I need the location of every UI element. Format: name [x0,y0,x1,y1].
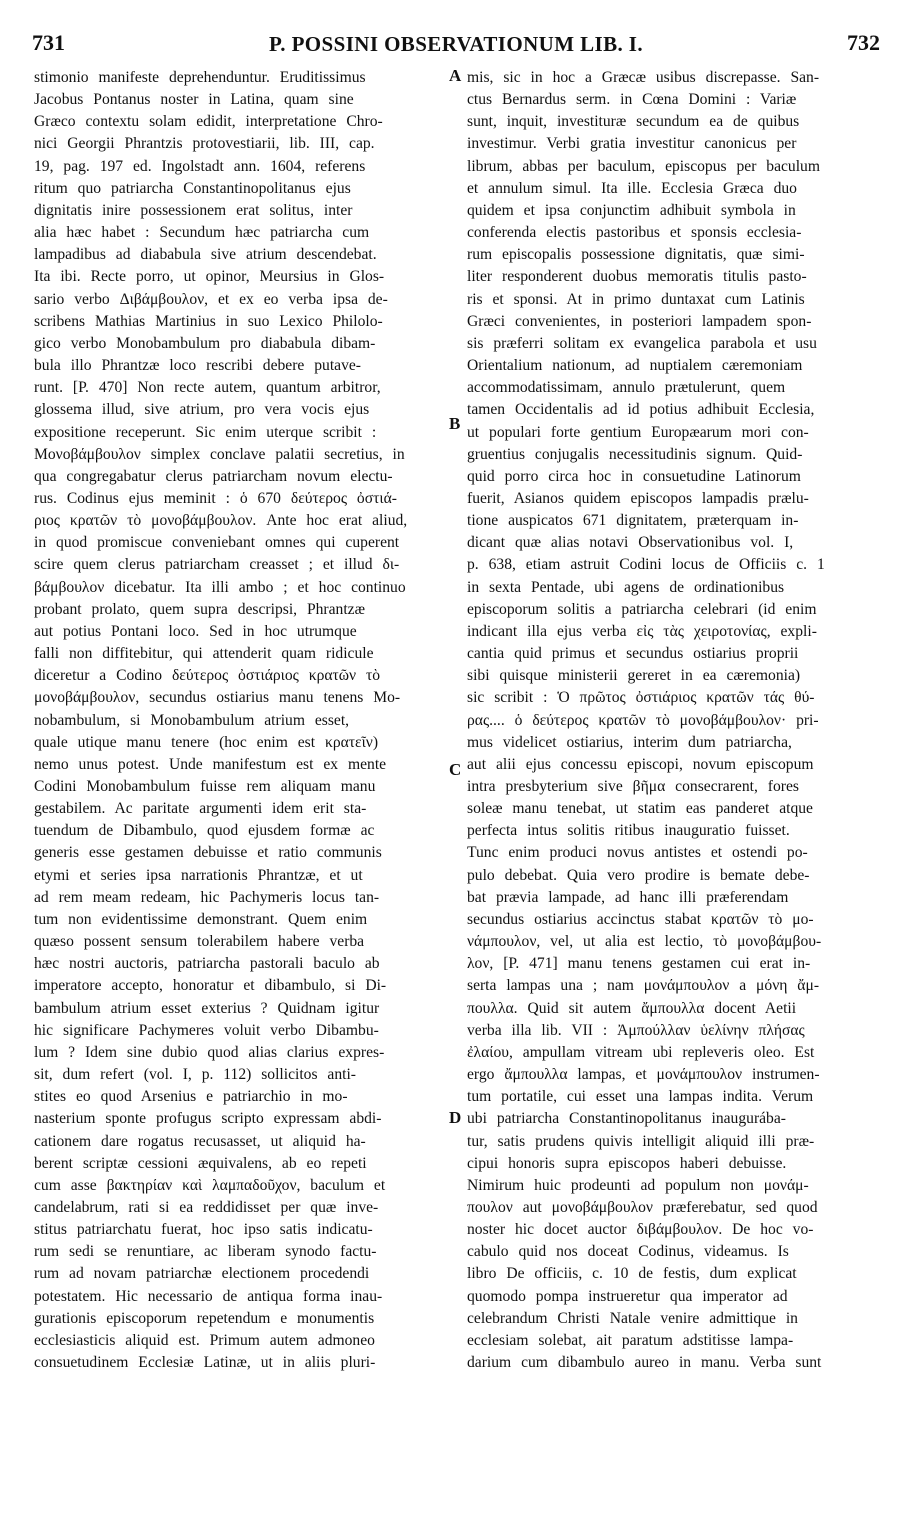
text-line: liter responderent duobus memoratis titulis pasto- [467,268,807,286]
text-line: noster hic docet auctor διβάμβουλον. De hoc vo- [467,1221,814,1239]
text-line: expositione receperunt. Sic enim uterque scribit : [34,423,377,441]
text-line: etymi et series ipsa narrationis Phrantzæ, et ut [34,866,363,884]
text-line: tuendum de Dibambulo, quod ejusdem formæ ac [34,822,375,840]
text-line: glossema illud, sive atrium, pro vera vocis ejus [34,401,370,419]
text-line: fuerit, Asianos quidem episcopos lampadis prælu- [467,489,809,507]
text-line: ριος κρατῶν τὸ μονοβάμβουλον. Ante hoc erat aliud, [34,512,408,530]
text-line: Jacobus Pontanus noster in Latina, quam sine [34,91,354,109]
text-line: cationem dare rogatus recusasset, ut aliquid ha- [34,1132,366,1150]
text-line: ubi patriarcha Constantinopolitanus inaugurába- [467,1110,786,1128]
text-line: hic significare Pachymeres voluit verbo Dibambu- [34,1021,379,1039]
text-line: Nimirum huic prodeunti ad populum non μονάμ- [467,1176,809,1194]
text-line: ut populari forte gentium Europæarum mori con- [467,423,809,441]
text-line: falli non diffitebitur, qui attenderit quam ridicule [34,645,374,663]
text-line: alia hæc habet : Secundum hæc patriarcha cum [34,224,370,242]
text-line: candelabrum, rati si ea reddidisset per quæ inve- [34,1198,379,1216]
text-line: rum episcopalis possessione dignitatis, quæ simi- [467,246,805,264]
text-line: ctus Bernardus serm. in Cœna Domini : Variæ [467,91,797,109]
text-line: stimonio manifeste deprehenduntur. Eruditissimus [34,69,366,86]
section-mark-d: D [449,1108,462,1127]
text-line: tamen Occidentalis ad id potius adhibuit Ecclesia, [467,401,815,419]
text-line: mis, sic in hoc a Græcæ usibus discrepasse. San- [467,69,820,86]
text-line: Μονοβάμβουλον simplex conclave palatii secretius, in [34,445,405,463]
text-line: Tunc enim produci novus antistes et ostendi po- [467,844,808,862]
text-line: λον, [P. 471] manu tenens gestamen cui erat in- [467,955,811,973]
text-line: pulo debebat. Quia vero prodire is bemate debe- [467,866,810,884]
text-line: ritum quo patriarcha Constantinopolitanus ejus [34,179,351,197]
text-line: perfecta intus solitis ritibus inauguratio fuisset. [467,822,790,840]
running-title: P. POSSINI OBSERVATIONUM LIB. I. [268,32,644,56]
text-line: berent scriptæ cessioni æquivalens, ab eo repeti [34,1154,367,1172]
text-line: gruentius conjugalis necessitudinis signum. Quid- [467,445,803,463]
text-line: Ita ibi. Recte porro, ut opinor, Meursius in Glos- [34,268,385,286]
text-line: tum portatile, cui esset una lampas indita. Verum [467,1088,814,1106]
text-line: libro De officiis, c. 10 de festis, dum explicat [467,1265,797,1283]
section-mark-a: A [449,66,462,85]
text-line: p. 638, etiam astruit Codini locus de Officiis c. 1 [467,556,825,574]
text-line: cantia quid primus et secundus ostiarius proprii [467,645,799,663]
text-line: nemo unus potest. Unde manifestum est ex mente [34,755,387,773]
text-line: gico verbo Monobambulum pro diababula dibam- [34,334,376,352]
text-line: probant prolato, quem supra descripsi, Phrantzæ [34,600,365,618]
left-column [34,67,448,1374]
text-line: consuetudinem Ecclesiæ Latinæ, ut in aliis pluri- [34,1354,376,1372]
text-line: cipui honoris supra episcopos haberi debuisse. [467,1154,787,1172]
text-line: tione auspicatos 671 dignitatem, præterquam in- [467,512,799,530]
text-line: qua congregabatur clerus patriarcham novum electu- [34,467,393,485]
text-line: runt. [P. 470] Non recte autem, quantum arbitror, [34,379,381,397]
text-line: quidem et ipsa conjunctim adhibuit symbola in [467,201,796,219]
text-line: quæso possent sensum tolerabilem habere verba [34,933,365,951]
text-line: nobambulum, si Monobambulum atrium esset, [34,711,350,729]
text-line: rum sedi se renuntiare, ac liberam synodo factu- [34,1243,377,1261]
section-mark-c: C [449,760,462,779]
text-line: quomodo pompa instrueretur qua imperator ad [467,1287,788,1305]
text-line: πουλον aut μονοβάμβουλον præferebatur, sed quod [467,1198,818,1216]
text-line: Græco contextu solam edidit, interpretatione Chro- [34,113,383,131]
text-line: ris et sponsi. At in primo duntaxat cum Latinis [467,290,805,308]
text-line: dicant quæ alias notavi Observationibus vol. I, [467,534,794,552]
text-line: lampadibus ad diababula sive atrium descendebat. [34,246,377,264]
text-line: tum non evidentissime demonstrant. Quem enim [34,910,368,928]
text-line: conferenda electis pastoribus et sponsis ecclesia- [467,224,802,242]
text-line: generis esse gestamen debuisse et ratio communis [34,844,382,862]
text-line: Orientalium nationum, ad nuptialem cæremoniam [467,357,803,375]
page-number-left: 731 [32,30,65,55]
text-line: accommodatissimam, annulo prætulerunt, quem [467,379,786,397]
right-column [467,67,877,1374]
text-line: stitus patriarchatu fuerat, hoc ipso satis indicatu- [34,1221,373,1239]
text-line: episcoporum solitis a patriarcha celebrari (id enim [467,600,817,618]
text-line: sis præferri solitam ex evangelica parabola et usu [467,334,817,352]
text-line: bat prævia lampade, ad hanc illi præferendam [467,888,789,906]
text-line: aut alii ejus concessu episcopi, novum episcopum [467,755,814,773]
text-line: sibi quisque ministerii gereret in ea cæremonia) [467,667,801,685]
running-header [32,30,880,60]
text-line: sario verbo Διβάμβουλον, et ex eo verba ipsa de- [34,290,388,308]
text-line: soleæ manu tenebat, ut statim eas panderet atque [467,800,813,818]
text-line: scire quem clerus patriarcham creasset ; et illud δι- [34,556,400,574]
text-line: in sexta Pentade, ubi agens de ordinationibus [467,578,785,596]
text-line: stites eo quod Arsenius e patriarchio in mo- [34,1088,348,1106]
text-line: ρας.... ὁ δεύτερος κρατῶν τὸ μονοβάμβουλον· pri- [467,711,819,729]
text-line: in quod promiscue conveniebant omnes qui cuperent [34,534,400,552]
text-line: ad rem meam redeam, hic Pachymeris locus tan- [34,888,380,906]
text-line: πουλλα. Quid sit autem ἄμπουλλα docent Aetii [467,999,797,1017]
text-line: Codini Monobambulum fuisse rem aliquam manu [34,778,376,795]
text-line: gestabilem. Ac paritate argumenti idem erit sta- [34,800,367,818]
text-line: indicant illa ejus verba εἰς τὰς χειροτονίας, expli- [467,622,817,640]
text-line: ecclesiasticis aliquid est. Primum autem admoneo [34,1331,375,1349]
text-line: quale utique manu tenere (hoc enim est κρατεῖν) [34,733,379,751]
text-line: Græci convenientes, in posteriori lampadem spon- [467,312,812,330]
text-line: quid porro circa hoc in consuetudine Latinorum [467,467,801,485]
text-line: ἐλαίου, ampullam vitream ubi repleveris oleo. Est [467,1043,815,1061]
text-line: gurationis episcoporum repetendum e monumentis [34,1309,375,1327]
text-line: rum ad novam patriarchæ electionem procedendi [34,1265,370,1283]
text-line: hæc nostri auctoris, patriarcha pastorali baculo ab [34,955,380,973]
text-line: verba illa lib. VII : Ἀμπούλλαν ὑελίνην πλήσας [467,1021,805,1039]
text-line: librum, abbas per baculum, episcopus per baculum [467,157,820,175]
text-line: lum ? Idem sine dubio quod alias clarius expres- [34,1043,385,1061]
text-line: secundus ostiarius accinctus stabat κρατῶν τὸ μο- [467,910,814,928]
section-mark-b: B [449,414,461,433]
text-line: diceretur a Codino δεύτερος ὀστιάριος κρατῶν τὸ [34,667,381,685]
text-line: ergo ἄμπουλλα lampas, et μονάμπουλον instrumen- [467,1066,820,1084]
page-number-right: 732 [847,30,880,55]
text-line: investimur. Verbi gratia investitur canonicus per [467,135,797,153]
text-line: bambulum atrium esset exterius ? Quidnam igitur [34,999,380,1017]
text-line: scribens Mathias Martinius in suo Lexico Philolo- [34,312,383,330]
text-line: sit, dum refert (vol. I, p. 112) sollicitos anti- [34,1066,356,1084]
text-line: sic scribit : Ὁ πρῶτος ὀστιάριος κρατῶν τάς θύ- [467,689,815,707]
text-line: cum asse βακτηρίαν καὶ λαμπαδοῦχον, baculum et [34,1176,386,1194]
text-line: mus videlicet ostiarius, interim dum patriarcha, [467,733,792,751]
text-line: tur, satis prudens quivis intelligit aliquid illi præ- [467,1132,815,1150]
text-line: nici Georgii Phrantzis protovestiarii, lib. III, cap. [34,135,375,153]
text-line: cabulo quid nos doceat Codinus, videamus. Is [467,1243,789,1261]
text-line: νάμπουλον, vel, ut alia est lectio, τὸ μονοβάμβου- [467,933,822,951]
text-line: serta lampas una ; nam μονάμπουλον a μόνη ἄμ- [467,977,820,995]
text-line: ecclesiam solebat, ait paratum adstitisse lampa- [467,1331,794,1349]
text-line: imperatore accepto, honoratur et dibambulo, si Di- [34,977,387,995]
text-line: dignitatis inire possessionem erat solitus, inter [34,201,353,219]
text-line: sunt, inquit, investituræ secundum ea de quibus [467,113,800,131]
text-line: 19, pag. 197 ed. Ingolstadt ann. 1604, referens [34,157,366,175]
text-line: celebrandum Christi Natale venire admittique in [467,1309,798,1327]
text-line: et annulum simul. Ita ille. Ecclesia Græca duo [467,179,797,197]
text-line: rus. Codinus ejus meminit : ὁ 670 δεύτερος ὀστιά- [34,489,397,507]
text-line: μονοβάμβουλον, secundus ostiarius manu tenens Mo- [34,689,401,707]
text-line: βάμβουλον dicebatur. Ita illi ambo ; et hoc continuo [34,578,406,596]
text-line: potestatem. Hic necessario de antiqua forma inau- [34,1287,383,1305]
text-line: aut potius Pontani loco. Sed in hoc utrumque [34,622,357,640]
text-line: intra presbyterium sive βῆμα consecrarent, fores [467,778,799,795]
text-line: darium cum dibambulo aureo in manu. Verba sunt [467,1354,822,1372]
text-line: nasterium sponte profugus scripto expressam abdi- [34,1110,382,1128]
text-line: bula illo Phrantzæ loco rescribi debere putave- [34,357,361,375]
